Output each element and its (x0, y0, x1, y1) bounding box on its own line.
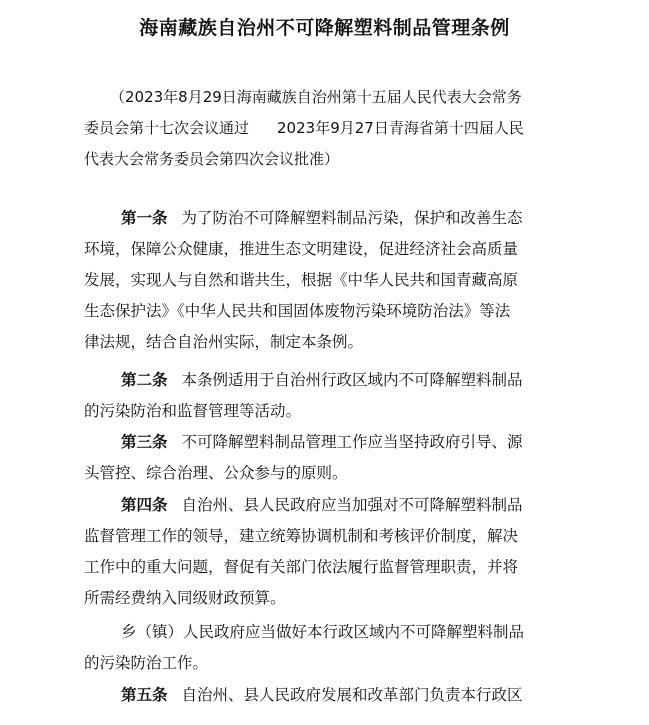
paragraph-2-line-2: 的污染防治工作。 (84, 654, 209, 672)
article-3-text-1: 不可降解塑料制品管理工作应当坚持政府引导、源 (181, 433, 523, 451)
article-5-number: 第五条 (121, 686, 168, 704)
article-5-text-1: 自治州、县人民政府发展和改革部门负责本行政区 (181, 686, 523, 704)
article-1 (84, 203, 590, 358)
article-2-line-1 (84, 365, 590, 396)
article-3-line-1 (84, 427, 590, 458)
article-1-number: 第一条 (121, 209, 168, 227)
article-1-line-3: 发展，实现人与自然和谐共生，根据《中华人民共和国青藏高原 (84, 271, 519, 289)
article-4-number: 第四条 (121, 496, 168, 514)
article-2-number: 第二条 (121, 371, 168, 389)
article-1-text-1: 为了防治不可降解塑料制品污染，保护和改善生态 (181, 209, 523, 227)
article-2 (84, 365, 590, 427)
approval-line-2-part-2: 2023年9月27日青海省第十四届人民 (277, 119, 524, 137)
article-3 (84, 427, 590, 489)
article-4 (84, 490, 590, 614)
article-5 (84, 680, 590, 711)
article-2-line-2: 的污染防治和监督管理等活动。 (84, 402, 302, 420)
article-1-line-2: 环境，保障公众健康，推进生态文明建设，促进经济社会高质量 (84, 240, 519, 258)
paragraph-2-line-1: 乡（镇）人民政府应当做好本行政区域内不可降解塑料制品 (121, 623, 525, 641)
approval-line-2 (84, 113, 590, 144)
article-2-text-1: 本条例适用于自治州行政区域内不可降解塑料制品 (181, 371, 523, 389)
article-3-number: 第三条 (121, 433, 168, 451)
article-3-line-2: 头管控、综合治理、公众参与的原则。 (84, 464, 348, 482)
approval-line-3: 代表大会常务委员会第四次会议批准） (84, 150, 340, 168)
article-4-line-4: 所需经费纳入同级财政预算。 (84, 589, 286, 607)
article-4-line-2: 监督管理工作的领导，建立统筹协调机制和考核评价制度，解决 (84, 527, 519, 545)
article-1-line-4: 生态保护法》《中华人民共和国固体废物污染环境防治法》等法 (84, 302, 511, 320)
article-4-line-1 (84, 490, 590, 521)
article-4-line-3: 工作中的重大问题，督促有关部门依法履行监督管理职责，并将 (84, 558, 519, 576)
article-1-line-1 (84, 203, 590, 234)
approval-line-1: （2023年8月29日海南藏族自治州第十五届人民代表大会常务 (110, 88, 522, 106)
document-title: 海南藏族自治州不可降解塑料制品管理条例 (139, 17, 510, 39)
article-1-line-5: 律法规，结合自治州实际，制定本条例。 (84, 333, 364, 351)
approval-line-2-part-1: 委员会第十七次会议通过 (84, 119, 250, 137)
article-4-paragraph-2 (84, 617, 590, 679)
article-4-text-1: 自治州、县人民政府应当加强对不可降解塑料制品 (181, 496, 523, 514)
article-5-line-1 (84, 680, 590, 711)
approval-note (84, 82, 590, 175)
